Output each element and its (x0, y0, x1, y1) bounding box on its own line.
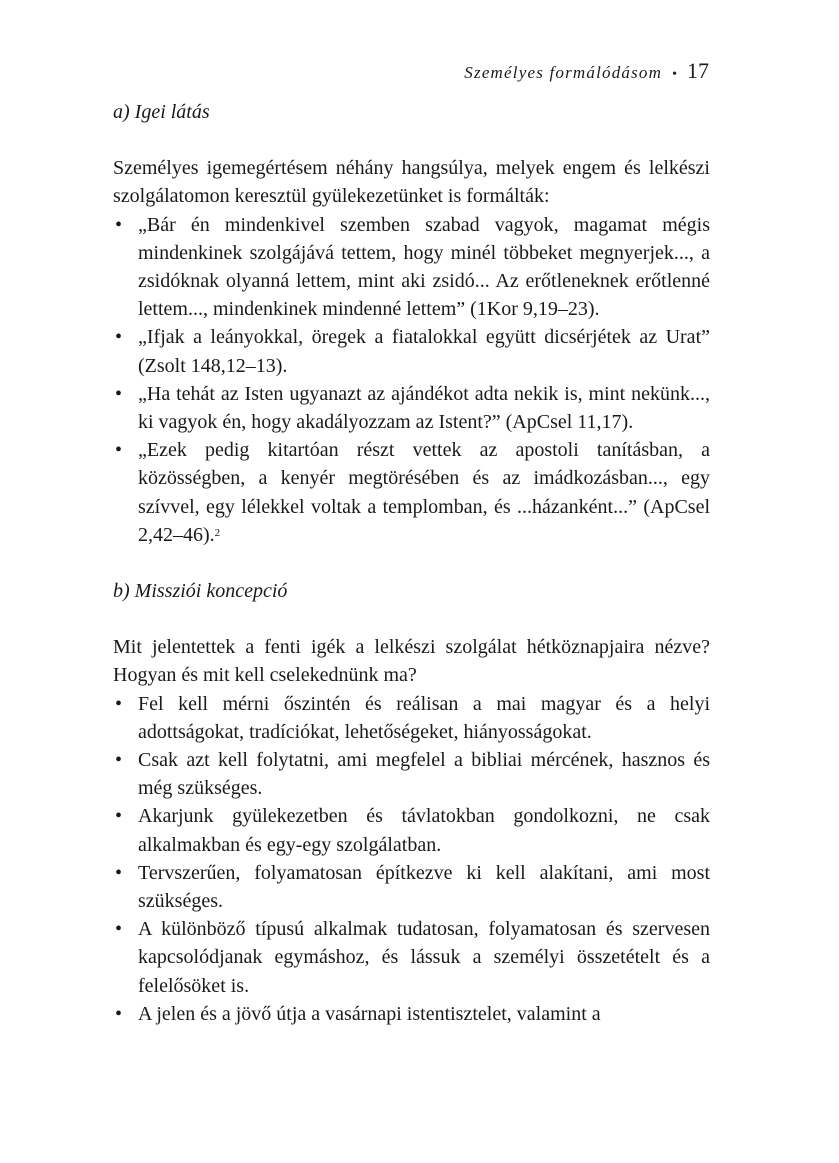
section-a-list (113, 211, 710, 549)
list-item (113, 211, 710, 324)
list-item (113, 746, 710, 802)
section-b-list (113, 690, 710, 1028)
list-item-text: A különböző típusú alkalmak tudatosan, folyamatosan és szervesen kapcsolódjanak egymáshoz, és lássuk a személyi összetételt és a felelősöket is. (138, 918, 710, 997)
list-item-text: „Ezek pedig kitartóan részt vettek az apostoli tanításban, a közösségben, a kenyér megtörésében és az imádkozásban..., egy szívvel, egy lélekkel voltak a templomban, és ...házanként...” (ApCsel 2,42–46). (138, 439, 710, 546)
list-item (113, 859, 710, 915)
section-a-heading: a) Igei látás (113, 101, 210, 123)
list-item-text: A jelen és a jövő útja a vasárnapi istentisztelet, valamint a (138, 1002, 601, 1025)
list-item-text: Tervszerűen, folyamatosan építkezve ki kell alakítani, ami most szükséges. (138, 861, 710, 913)
list-item-text: Akarjunk gyülekezetben és távlatokban gondolkozni, ne csak alkalmakban és egy-egy szolgálatban. (138, 805, 710, 856)
bullet-icon: • (115, 692, 123, 715)
section-a-intro: Személyes igemegértésem néhány hangsúlya, melyek engem és lelkészi szolgálatomon keresztül gyülekezetünket is formálták: (113, 157, 710, 208)
bullet-icon: • (115, 749, 123, 772)
list-item (113, 323, 710, 379)
list-item (113, 802, 710, 858)
bullet-icon: • (115, 213, 123, 236)
running-title: Személyes formálódásom (464, 63, 663, 82)
bullet-icon: • (115, 805, 123, 828)
bullet-icon: • (115, 439, 123, 462)
list-item (113, 915, 710, 1000)
list-item-text: „Ifjak a leányokkal, öregek a fiatalokkal együtt dicsérjétek az Urat” (Zsolt 148,12–13). (138, 326, 710, 377)
list-item (113, 690, 710, 746)
running-header (464, 58, 709, 84)
list-item-text: Csak azt kell folytatni, ami megfelel a bibliai mércének, hasznos és még szükséges. (138, 749, 710, 800)
page-body (113, 98, 710, 1028)
header-separator: • (672, 67, 677, 82)
section-b-heading: b) Missziói koncepció (113, 580, 288, 603)
list-item-text: Fel kell mérni őszintén és reálisan a mai magyar és a helyi adottságokat, tradíciókat, lehetőségeket, hiányosságokat. (138, 692, 710, 743)
list-item (113, 1000, 710, 1028)
list-item-text: „Ha tehát az Isten ugyanazt az ajándékot adta nekik is, mint nekünk..., ki vagyok én, hogy akadályozzam az Istent?” (ApCsel 11,17). (138, 382, 710, 434)
section-b-intro: Mit jelentettek a fenti igék a lelkészi szolgálat hétköznapjaira nézve? Hogyan és mit kell cselekednünk ma? (113, 636, 710, 687)
list-item (113, 436, 710, 549)
list-item (113, 380, 710, 436)
bullet-icon: • (115, 1002, 123, 1025)
list-item-text: „Bár én mindenkivel szemben szabad vagyok, magamat mégis mindenkinek szolgájává tettem, hogy minél többeket megnyerjek..., a zsidóknak olyanná lettem, mint aki zsidó... Az erőtleneknek erőtlenné lettem..., mindenkinek mindenné lettem” (1Kor 9,19–23). (138, 213, 710, 321)
bullet-icon: • (115, 326, 123, 349)
footnote-marker[interactable]: 2 (214, 526, 221, 539)
page-number: 17 (687, 58, 709, 83)
bullet-icon: • (115, 918, 123, 941)
bullet-icon: • (115, 382, 123, 405)
bullet-icon: • (115, 861, 123, 884)
